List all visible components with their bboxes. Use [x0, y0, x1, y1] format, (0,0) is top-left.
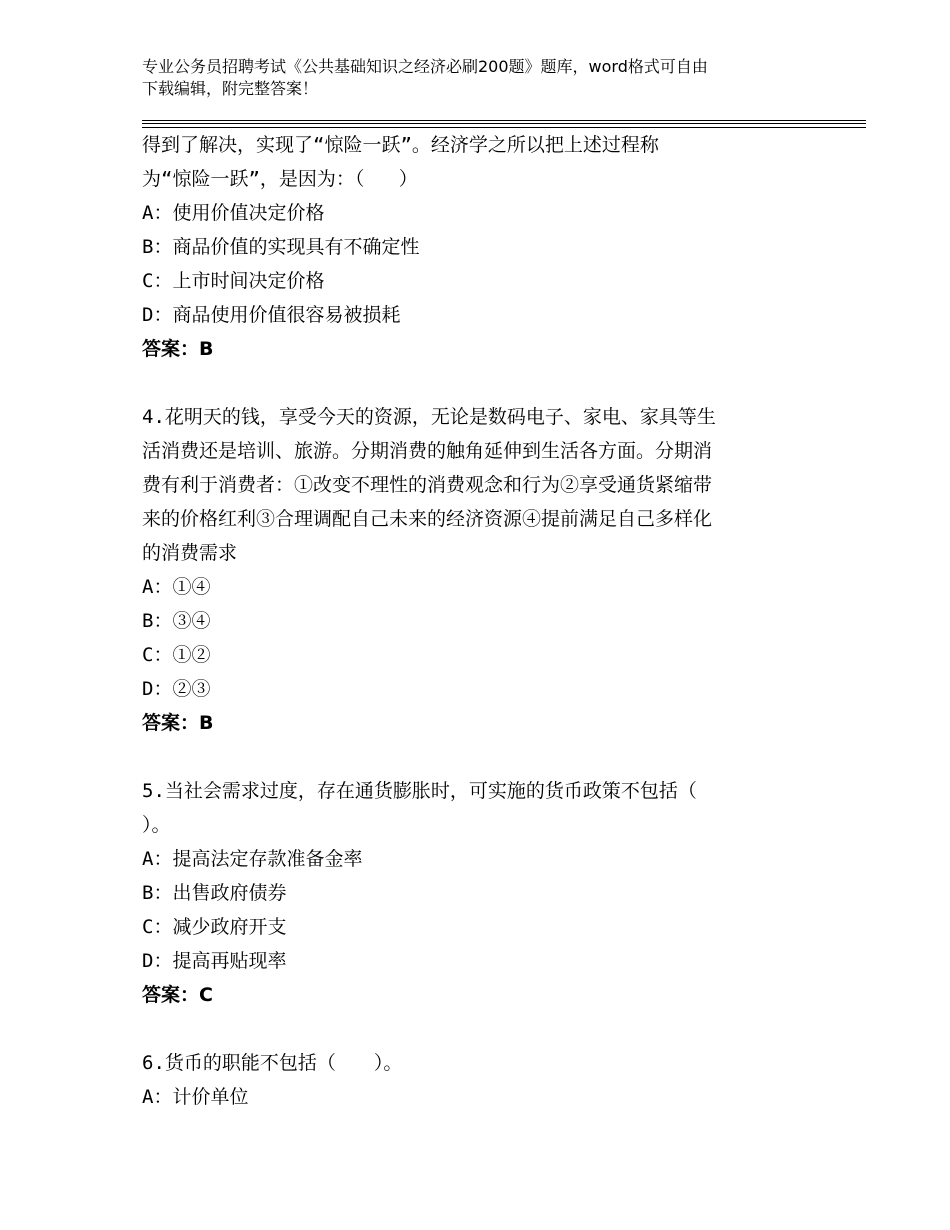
document-body	[142, 128, 802, 1114]
question-stem-line: 4.花明天的钱，享受今天的资源，无论是数码电子、家电、家具等生	[142, 406, 716, 428]
question-stem-line: 得到了解决，实现了“惊险一跃”。经济学之所以把上述过程称	[142, 134, 659, 156]
question-stem-line: 活消费还是培训、旅游。分期消费的触角延伸到生活各方面。分期消	[142, 440, 713, 462]
question-3	[142, 128, 802, 366]
question-5	[142, 774, 802, 1012]
option-d: D：商品使用价值很容易被损耗	[142, 304, 401, 326]
question-6	[142, 1046, 802, 1114]
answer-label: 答案：B	[142, 338, 214, 360]
spacer	[142, 740, 802, 774]
option-a: A：使用价值决定价格	[142, 202, 325, 224]
question-stem-line: 费有利于消费者：①改变不理性的消费观念和行为②享受通货紧缩带	[142, 474, 713, 496]
answer-label: 答案：C	[142, 984, 213, 1006]
header-line-2: 下载编辑，附完整答案！	[142, 79, 319, 98]
question-stem-line: 6.货币的职能不包括（ ）。	[142, 1052, 403, 1074]
header-rule-middle	[142, 123, 866, 124]
answer-label: 答案：B	[142, 712, 214, 734]
spacer	[142, 366, 802, 400]
option-b: B：③④	[142, 610, 211, 632]
question-stem-line: ）。	[142, 814, 171, 836]
question-stem-line: 为“惊险一跃”，是因为：（ ）	[142, 168, 418, 190]
option-b: B：出售政府债券	[142, 882, 287, 904]
question-4	[142, 400, 802, 740]
option-d: D：提高再贴现率	[142, 950, 287, 972]
option-a: A：提高法定存款准备金率	[142, 848, 363, 870]
option-c: C：①②	[142, 644, 211, 666]
header-line-1: 专业公务员招聘考试《公共基础知识之经济必刷200题》题库，word格式可自由	[142, 57, 708, 76]
document-header	[142, 56, 822, 100]
option-c: C：上市时间决定价格	[142, 270, 325, 292]
header-rule-top	[142, 120, 866, 121]
option-b: B：商品价值的实现具有不确定性	[142, 236, 420, 258]
spacer	[142, 1012, 802, 1046]
question-stem-line: 的消费需求	[142, 542, 238, 564]
question-stem-line: 来的价格红利③合理调配自己未来的经济资源④提前满足自己多样化	[142, 508, 713, 530]
question-stem-line: 5.当社会需求过度，存在通货膨胀时，可实施的货币政策不包括（	[142, 780, 697, 802]
option-a: A：计价单位	[142, 1086, 249, 1108]
option-a: A：①④	[142, 576, 211, 598]
option-d: D：②③	[142, 678, 211, 700]
option-c: C：减少政府开支	[142, 916, 287, 938]
